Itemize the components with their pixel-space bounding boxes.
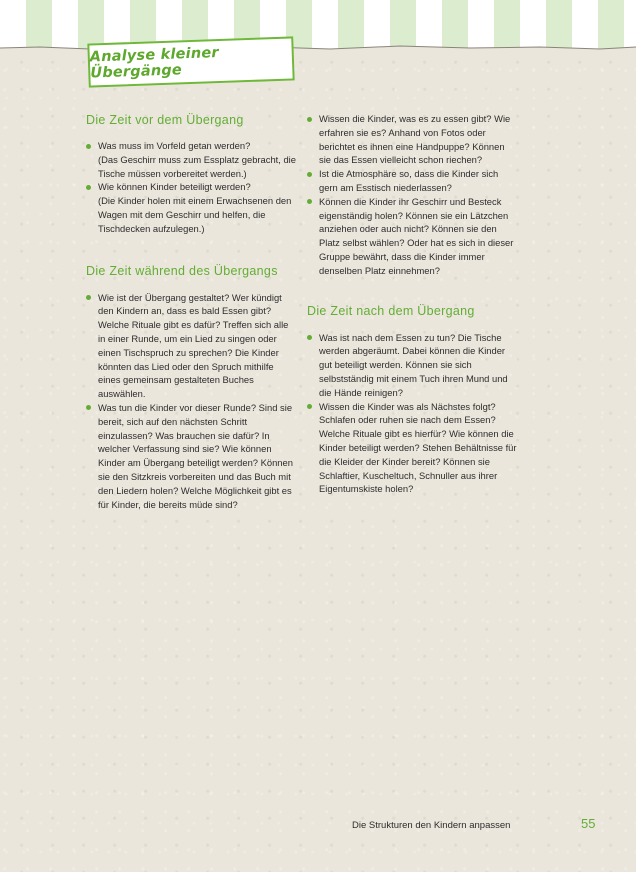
- title-box: [87, 36, 294, 87]
- list-item: [86, 180, 296, 235]
- section-heading: Die Zeit vor dem Übergang: [86, 113, 244, 127]
- page-number: 55: [581, 816, 596, 831]
- item-question: Was muss im Vorfeld getan werden?: [98, 140, 251, 151]
- list-item: Was ist nach dem Essen zu tun? Die Tische werden abgeräumt. Dabei können die Kinder gut beteiligt werden. Können sie sich selbstständig mit einem Tuch ihren Mund und die Hände reinigen?: [307, 331, 517, 400]
- list-item: Wissen die Kinder was als Nächstes folgt? Schlafen oder ruhen sie nach dem Essen? Welche Rituale gibt es hierfür? Wie können die Kinder beteiligt werden? Stehen Behältnisse für die Kleider der Kinder bereit? Können sie Schlaftier, Kuscheltuch, Schnuller aus ihrer Eigentumskiste holen?: [307, 400, 517, 497]
- left-column: [86, 113, 296, 511]
- bullet-list: [307, 331, 517, 497]
- list-item: Was tun die Kinder vor dieser Runde? Sind sie bereit, sich auf den nächsten Schritt einzulassen? Was brauchen sie dafür? In welcher Verfassung sind sie? Wie können Kinder am Übergang beteiligt werden? Können sie den Sitzkreis vorbereiten und das Buch mit den Liedern holen? Welche Möglichkeit gibt es für Kinder, die bereits müde sind?: [86, 401, 296, 511]
- list-item: Wie ist der Übergang gestaltet? Wer kündigt den Kindern an, dass es bald Essen gibt? Welche Rituale gibt es dafür? Treffen sich alle in einer Runde, um ein Lied zu singen oder einen Tischspruch zu sprechen? Die Kinder könnten das Lied oder den Spruch mithilfe eines gemeinsam gestalteten Buches auswählen.: [86, 291, 296, 401]
- item-note: (Die Kinder holen mit einem Erwachsenen den Wagen mit dem Geschirr und helfen, die Tischdecken aufzulegen.): [98, 195, 292, 234]
- section-during: [86, 264, 296, 512]
- list-item: Ist die Atmosphäre so, dass die Kinder sich gern am Esstisch niederlassen?: [307, 167, 517, 195]
- page-title: Analyse kleiner Übergänge: [89, 45, 219, 82]
- section-heading: Die Zeit nach dem Übergang: [307, 303, 475, 318]
- list-item: [86, 139, 296, 180]
- bullet-list: [86, 139, 296, 236]
- right-column: [307, 112, 517, 496]
- section-heading: Die Zeit während des Übergangs: [86, 263, 278, 278]
- list-item: Können die Kinder ihr Geschirr und Besteck eigenständig holen? Können sie ein Lätzchen anziehen oder auch nicht? Können sie den Platz selbst wählen? Oder hat es sich in dieser Gruppe bewährt, dass die Kinder immer denselben Platz einnehmen?: [307, 195, 517, 278]
- list-item: Wissen die Kinder, was es zu essen gibt? Wie erfahren sie es? Anhand von Fotos oder berichtet es ihnen eine Handpuppe? Können sie das Essen vielleicht schon riechen?: [307, 112, 517, 167]
- section-before: [86, 113, 296, 236]
- item-question: Wie können Kinder beteiligt werden?: [98, 181, 251, 193]
- bullet-list: [307, 112, 517, 278]
- running-title: Die Strukturen den Kindern anpassen: [352, 820, 511, 831]
- bullet-list: [86, 291, 296, 512]
- item-note: (Das Geschirr muss zum Essplatz gebracht, die Tische müssen vorbereitet werden.): [98, 153, 296, 179]
- section-after: [307, 304, 517, 497]
